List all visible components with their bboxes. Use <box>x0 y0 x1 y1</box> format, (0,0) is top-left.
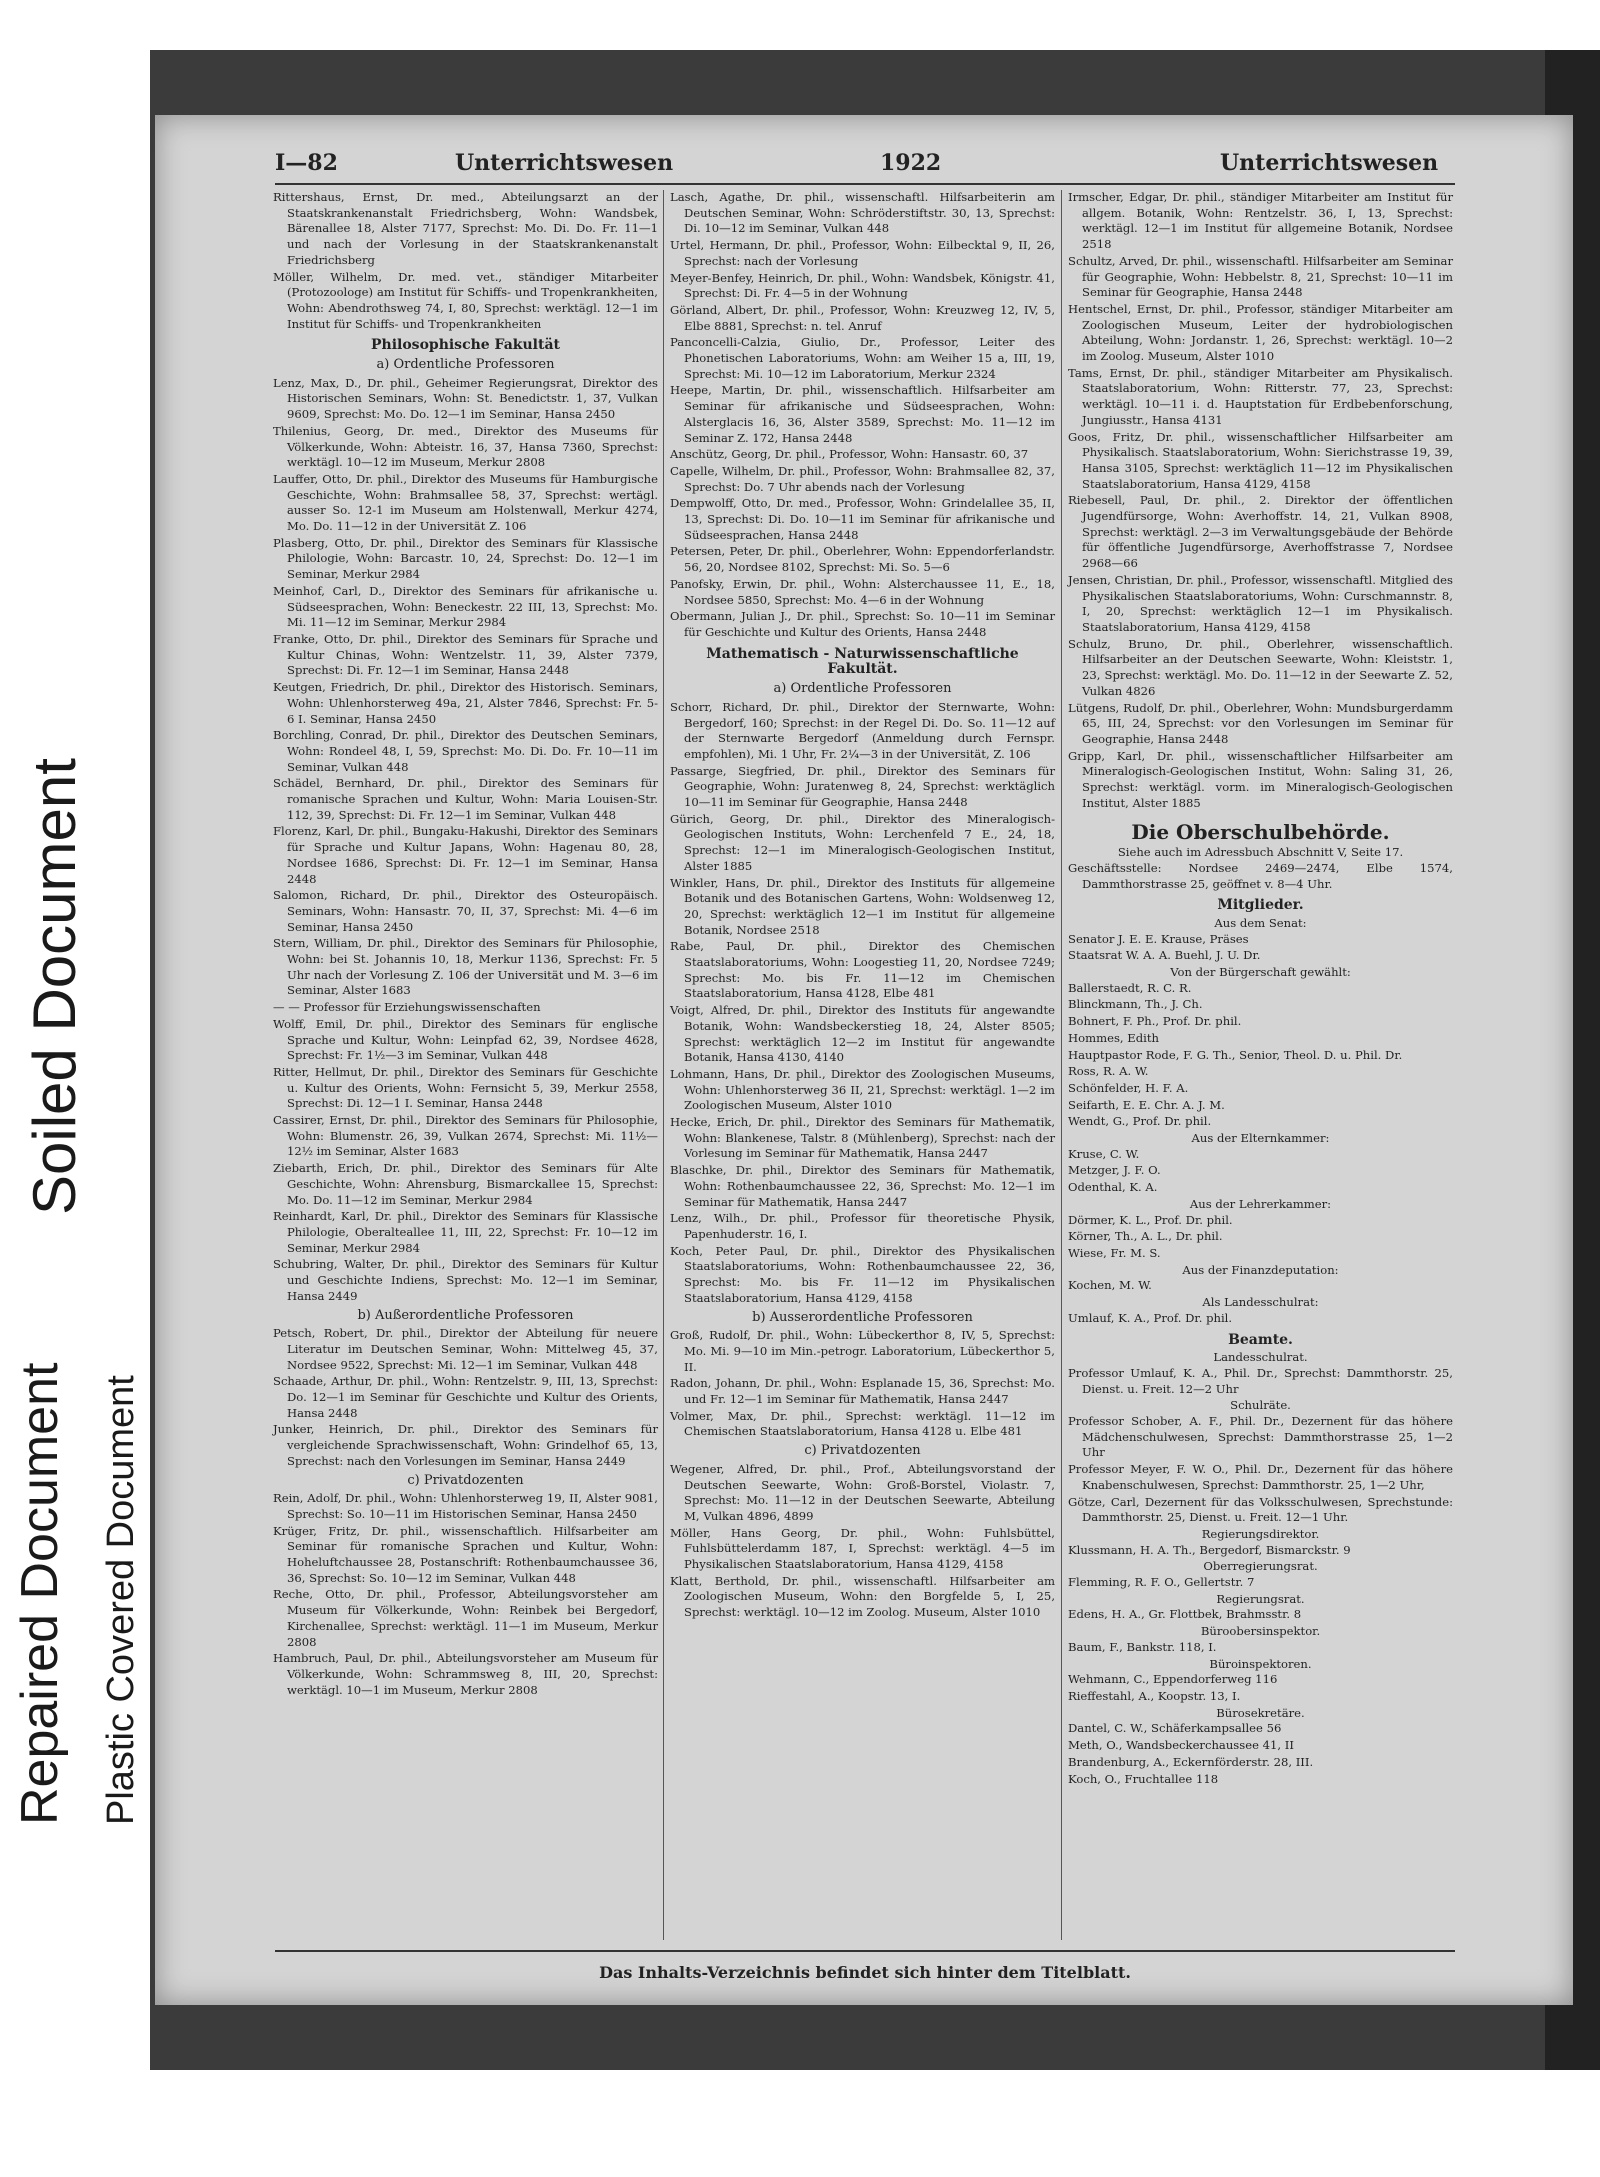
directory-entry: Borchling, Conrad, Dr. phil., Direktor des Deutschen Seminars, Wohn: Rondeel 48, I, 59, Sprechst: Mo. Di. Do. Fr. 10—11 im Seminar, Vulkan 448 <box>273 728 658 774</box>
group-heading: Regierungsrat. <box>1216 1591 1305 1606</box>
group-heading: Aus der Lehrerkammer: <box>1189 1196 1332 1211</box>
section-heading: Philosophische Fakultät <box>371 337 560 354</box>
directory-entry: Hentschel, Ernst, Dr. phil., Professor, ständiger Mitarbeiter am Zoologischen Museum, Leiter der hydrobiologischen Abteilung, Wohn: Jordanstr. 1, 26, Sprechst: werktägl. 10—2 im Zoolog. Museum, Alster 1010 <box>1068 301 1453 364</box>
directory-entry: Salomon, Richard, Dr. phil., Direktor des Osteuropäisch. Seminars, Wohn: Hansastr. 70, II, 37, Sprechst: Mi. 4—6 im Seminar, Hansa 2450 <box>273 888 658 934</box>
directory-entry: Thilenius, Georg, Dr. med., Direktor des Museums für Völkerkunde, Wohn: Abteistr. 16, 37, Hansa 7360, Sprechst: werktägl. 10—12 im Museum, Merkur 2808 <box>273 423 658 470</box>
directory-entry: Geschäftsstelle: Nordsee 2469—2474, Elbe 1574, Dammthorstrasse 25, geöffnet v. 8—4 Uhr. <box>1068 860 1453 891</box>
member-entry: Ballerstaedt, R. C. R. <box>1068 980 1192 995</box>
subsection-heading: b) Ausserordentliche Professoren <box>752 1309 973 1325</box>
directory-entry: Winkler, Hans, Dr. phil., Direktor des Instituts für allgemeine Botanik und des Botanischen Gartens, Wohn: Woldsenweg 12, 20, Sprechst: werktäglich 12—1 im Institut für allgemeine Botanik, Nordsee 2518 <box>670 875 1055 937</box>
directory-entry: Junker, Heinrich, Dr. phil., Direktor des Seminars für vergleichende Sprachwissenschaft, Wohn: Grindelhof 65, 13, Sprechst: nach den Vorlesungen im Seminar, Hansa 2449 <box>273 1422 658 1468</box>
directory-entry: Rein, Adolf, Dr. phil., Wohn: Uhlenhorsterweg 19, II, Alster 9081, Sprechst: So. 10—11 im Historischen Seminar, Hansa 2450 <box>273 1491 658 1521</box>
page-year: 1922 <box>880 150 942 176</box>
footer-rule <box>275 1950 1455 1952</box>
member-entry: Kochen, M. W. <box>1068 1278 1152 1293</box>
directory-entry: Lütgens, Rudolf, Dr. phil., Oberlehrer, Wohn: Mundsburgerdamm 65, III, 24, Sprechst: vor den Vorlesungen im Seminar für Geographie, Hansa 2448 <box>1068 700 1453 746</box>
section-heading: Mathematisch - Naturwissenschaftliche Fakultät. <box>706 645 1019 678</box>
member-entry: Rieffestahl, A., Koopstr. 13, I. <box>1068 1688 1241 1703</box>
directory-entry: Professor Umlauf, K. A., Phil. Dr., Sprechst: Dammthorstr. 25, Dienst. u. Freit. 12—2 Uhr <box>1068 1365 1453 1396</box>
member-entry: Koch, O., Fruchtallee 118 <box>1068 1771 1219 1786</box>
directory-entry: Schorr, Richard, Dr. phil., Direktor der Sternwarte, Wohn: Bergedorf, 160; Sprechst: in der Regel Di. Do. So. 11—12 auf der Sternwarte Bergedorf (Anmeldung durch Fernspr. empfohlen), Mi. 1 Uhr, Fr. 2¼—3 in der Universität, Z. 106 <box>670 699 1055 761</box>
member-entry: Staatsrat W. A. A. Buehl, J. U. Dr. <box>1068 948 1261 963</box>
directory-entry: Gripp, Karl, Dr. phil., wissenschaftlicher Hilfsarbeiter am Mineralogisch-Geologischen Institut, Wohn: Saling 31, 26, Sprechst: werktägl. vorm. im Mineralogisch-Geologischen Institut, Alster 1885 <box>1068 748 1453 810</box>
directory-entry: Meyer-Benfey, Heinrich, Dr. phil., Wohn: Wandsbek, Königstr. 41, Sprechst: Di. Fr. 4—5 in der Wohnung <box>670 270 1055 301</box>
directory-entry: Blaschke, Dr. phil., Direktor des Seminars für Mathematik, Wohn: Rothenbaumchaussee 22, 36, Sprechst: Mo. 12—1 im Seminar für Mathematik, Hansa 2447 <box>670 1163 1055 1209</box>
member-entry: Seifarth, E. E. Chr. A. J. M. <box>1068 1097 1225 1112</box>
document-page <box>155 115 1573 2005</box>
subsection-heading: b) Außerordentliche Professoren <box>357 1307 574 1323</box>
directory-entry: Lenz, Wilh., Dr. phil., Professor für theoretische Physik, Papenhuderstr. 16, I. <box>670 1211 1055 1241</box>
directory-entry: Obermann, Julian J., Dr. phil., Sprechst: So. 10—11 im Seminar für Geschichte und Kultur des Orients, Hansa 2448 <box>670 609 1055 639</box>
directory-entry: Professor Schober, A. F., Phil. Dr., Dezernent für das höhere Mädchenschulwesen, Sprechst: Dammthorstrasse 25, 1—2 Uhr <box>1068 1414 1453 1460</box>
plastic-covered-document-label: Plastic Covered Document <box>100 1375 142 1825</box>
member-entry: Umlauf, K. A., Prof. Dr. phil. <box>1068 1310 1233 1325</box>
directory-entry: Radon, Johann, Dr. phil., Wohn: Esplanade 15, 36, Sprechst: Mo. und Fr. 12—1 im Seminar für Mathematik, Hansa 2447 <box>670 1376 1055 1407</box>
member-entry: Dantel, C. W., Schäferkampsallee 56 <box>1068 1721 1282 1736</box>
member-entry: Blinckmann, Th., J. Ch. <box>1068 997 1203 1012</box>
directory-entry: Görland, Albert, Dr. phil., Professor, Wohn: Kreuzweg 12, IV, 5, Elbe 8881, Sprechst: n. tel. Anruf <box>670 302 1055 333</box>
footer-note: Das Inhalts-Verzeichnis befindet sich hinter dem Titelblatt. <box>599 1963 1131 1982</box>
member-entry: Wehmann, C., Eppendorferweg 116 <box>1068 1672 1278 1687</box>
group-heading: Büroobersinspektor. <box>1200 1624 1321 1639</box>
directory-entry: Götze, Carl, Dezernent für das Volksschulwesen, Sprechstunde: Dammthorstr. 25, Dienst. u. Freit. 12—1 Uhr. <box>1068 1494 1453 1525</box>
member-entry: Wiese, Fr. M. S. <box>1068 1246 1161 1260</box>
member-entry: Wendt, G., Prof. Dr. phil. <box>1068 1114 1212 1129</box>
left-margin-labels <box>0 0 150 2177</box>
directory-entry: Gürich, Georg, Dr. phil., Direktor des Mineralogisch-Geologischen Instituts, Wohn: Lerchenfeld 7 E., 24, 18, Sprechst: 12—1 im Mineralogisch-Geologischen Institut, Alster 1885 <box>670 811 1055 873</box>
group-heading: Aus der Elternkammer: <box>1191 1131 1330 1146</box>
header-rule <box>275 183 1455 185</box>
subsection-heading: c) Privatdozenten <box>407 1472 524 1488</box>
text-column-3 <box>1068 190 1453 1788</box>
subsection-heading: a) Ordentliche Professoren <box>773 681 952 697</box>
directory-entry: Dempwolff, Otto, Dr. med., Professor, Wohn: Grindelallee 35, II, 13, Sprechst: Di. Do. 10—11 im Seminar für afrikanische und Südseesprachen, Hansa 2448 <box>670 496 1055 542</box>
directory-entry: Plasberg, Otto, Dr. phil., Direktor des Seminars für Klassische Philologie, Wohn: Barcastr. 10, 24, Sprechst: Do. 12—1 im Seminar, Merkur 2984 <box>273 535 658 582</box>
repaired-document-label: Repaired Document <box>11 1362 69 1825</box>
directory-entry: Koch, Peter Paul, Dr. phil., Direktor des Physikalischen Staatslaboratoriums, Wohn: Rothenbaumchaussee 22, 36, Sprechst: Mo. bis Fr. 11—12 im Physikalischen Staatslaboratorium, Hansa 4129, 4158 <box>670 1243 1055 1305</box>
directory-entry: Petsch, Robert, Dr. phil., Direktor der Abteilung für neuere Literatur im Deutschen Seminar, Wohn: Mittelweg 45, 37, Nordsee 9522, Sprechst: Mi. 12—1 im Seminar, Vulkan 448 <box>273 1326 658 1372</box>
authority-heading: Die Oberschulbehörde. <box>1131 820 1390 845</box>
member-entry: Schönfelder, H. F. A. <box>1068 1080 1189 1095</box>
group-heading: Von der Bürgerschaft gewählt: <box>1170 965 1351 980</box>
directory-entry: Wegener, Alfred, Dr. phil., Prof., Abteilungsvorstand der Deutschen Seewarte, Wohn: Groß-Borstel, Violastr. 7, Sprechst: Mo. 11—12 in der Deutschen Seewarte, Abteilung M, Vulkan 4896, 4899 <box>670 1461 1055 1523</box>
directory-entry: Möller, Wilhelm, Dr. med. vet., ständiger Mitarbeiter (Protozoologe) am Institut für Schiffs- und Tropenkrankheiten, Wohn: Abendrothsweg 74, I, 80, Sprechst: werktägl. 12—1 im Institut für Schiffs- und Tropenkrankheiten <box>273 269 658 331</box>
directory-entry: Panconcelli-Calzia, Giulio, Dr., Professor, Leiter des Phonetischen Laboratoriums, Wohn: am Weiher 15 a, III, 19, Sprechst: Mi. 10—12 im Laboratorium, Merkur 2324 <box>670 335 1055 381</box>
column-rule-1 <box>663 190 664 1940</box>
directory-entry: Professor Meyer, F. W. O., Phil. Dr., Dezernent für das höhere Knabenschulwesen, Sprechst: Dammthorstr. 25, 1—2 Uhr, <box>1068 1462 1453 1492</box>
member-entry: Metzger, J. F. O. <box>1068 1163 1161 1178</box>
directory-entry: Urtel, Hermann, Dr. phil., Professor, Wohn: Eilbecktal 9, II, 26, Sprechst: nach der Vorlesung <box>670 238 1055 268</box>
member-entry: Dörmer, K. L., Prof. Dr. phil. <box>1068 1212 1233 1227</box>
directory-entry: Keutgen, Friedrich, Dr. phil., Direktor des Historisch. Seminars, Wohn: Uhlenhorsterweg 49a, 21, Alster 7846, Sprechst: Fr. 5-6 I. Seminar, Hansa 2450 <box>273 680 658 726</box>
member-entry: Edens, H. A., Gr. Flottbek, Brahmsstr. 8 <box>1068 1607 1302 1622</box>
directory-entry: Anschütz, Georg, Dr. phil., Professor, Wohn: Hansastr. 60, 37 <box>670 447 1029 462</box>
text-column-2 <box>670 190 1055 1622</box>
directory-entry: Franke, Otto, Dr. phil., Direktor des Seminars für Sprache und Kultur Chinas, Wohn: Wentzelstr. 11, 39, Alster 7379, Sprechst: Di. Fr. 12—1 im Seminar, Hansa 2448 <box>273 631 658 678</box>
directory-entry: Florenz, Karl, Dr. phil., Bungaku-Hakushi, Direktor des Seminars für Sprache und Kultur Japans, Wohn: Hagenau 80, 28, Nordsee 1686, Sprechst: Di. Fr. 12—1 im Seminar, Hansa 2448 <box>273 824 658 886</box>
group-heading: Bürosekretäre. <box>1216 1705 1305 1720</box>
directory-entry: — — Professor für Erziehungswissenschaften <box>273 1000 541 1015</box>
directory-entry: Groß, Rudolf, Dr. phil., Wohn: Lübeckerthor 8, IV, 5, Sprechst: Mo. Mi. 9—10 im Min.-petrogr. Laboratorium, Lübeckerthor 5, II. <box>670 1328 1055 1374</box>
directory-entry: Schaade, Arthur, Dr. phil., Wohn: Rentzelstr. 9, III, 13, Sprechst: Do. 12—1 im Seminar für Geschichte und Kultur des Orients, Hansa 2448 <box>273 1374 658 1420</box>
directory-entry: Lenz, Max, D., Dr. phil., Geheimer Regierungsrat, Direktor des Historischen Seminars, Wohn: St. Benedictstr. 1, 37, Vulkan 9609, Sprechst: Mo. Do. 12—1 im Seminar, Hansa 2450 <box>273 375 658 422</box>
directory-entry: Tams, Ernst, Dr. phil., ständiger Mitarbeiter am Physikalisch. Staatslaboratorium, Wohn: Ritterstr. 77, 23, Sprechst: werktägl. 10—11 i. d. Hauptstation für Erdbebenforschung, Jungiusstr., Hansa 4131 <box>1068 365 1453 427</box>
running-title-right: Unterrichtswesen <box>1220 150 1439 176</box>
directory-entry: Goos, Fritz, Dr. phil., wissenschaftlicher Hilfsarbeiter am Physikalisch. Staatslaboratorium, Wohn: Sierichstrasse 19, 39, Hansa 3105, Sprechst: werktäglich 11—12 im Physikalischen Staatslaboratorium, Hansa 4129, 4158 <box>1068 429 1453 491</box>
subsection-heading: c) Privatdozenten <box>804 1443 921 1459</box>
directory-entry: Capelle, Wilhelm, Dr. phil., Professor, Wohn: Brahmsallee 82, 37, Sprechst: Do. 7 Uhr abends nach der Vorlesung <box>670 463 1055 494</box>
section-heading: Beamte. <box>1228 1331 1293 1348</box>
directory-entry: Rabe, Paul, Dr. phil., Direktor des Chemischen Staatslaboratoriums, Wohn: Loogestieg 11, 20, Nordsee 7249; Sprechst: Mo. bis Fr. 11—12 im Chemischen Staatslaboratorium, Hansa 4128, Elbe 481 <box>670 939 1055 1001</box>
directory-entry: Hambruch, Paul, Dr. phil., Abteilungsvorsteher am Museum für Völkerkunde, Wohn: Schrammsweg 8, III, 20, Sprechst: werktägl. 10—1 im Museum, Merkur 2808 <box>273 1651 658 1697</box>
group-heading: Schulräte. <box>1230 1398 1291 1413</box>
member-entry: Odenthal, K. A. <box>1068 1180 1158 1195</box>
directory-entry: Schultz, Arved, Dr. phil., wissenschaftl. Hilfsarbeiter am Seminar für Geographie, Wohn: Hebbelstr. 8, 21, Sprechst: 10—11 im Seminar für Geographie, Hansa 2448 <box>1068 253 1453 300</box>
directory-entry: Rittershaus, Ernst, Dr. med., Abteilungsarzt an der Staatskrankenanstalt Friedrichsberg, Wohn: Wandsbek, Bärenallee 18, Alster 7177, Sprechst: Mo. Di. Do. Fr. 11—1 und nach der Vorlesung in der Staatskrankenanstalt Friedrichsberg <box>273 190 658 267</box>
group-heading: Siehe auch im Adressbuch Abschnitt V, Seite 17. <box>1117 845 1404 860</box>
subsection-heading: a) Ordentliche Professoren <box>376 357 555 373</box>
directory-entry: Reche, Otto, Dr. phil., Professor, Abteilungsvorsteher am Museum für Völkerkunde, Wohn: Reinbek bei Bergedorf, Kirchenallee, Sprechst: werktägl. 11—1 im Museum, Merkur 2808 <box>273 1587 658 1649</box>
soiled-document-label: Soiled Document <box>21 758 88 1215</box>
member-entry: Meth, O., Wandsbeckerchaussee 41, II <box>1068 1738 1294 1753</box>
directory-entry: Reinhardt, Karl, Dr. phil., Direktor des Seminars für Klassische Philologie, Oberalteallee 11, III, 22, Sprechst: Fr. 10—12 im Seminar, Merkur 2984 <box>273 1209 658 1255</box>
directory-entry: Klatt, Berthold, Dr. phil., wissenschaftl. Hilfsarbeiter am Zoologischen Museum, Wohn: den Borgfelde 5, I, 25, Sprechst: werktägl. 10—12 im Zoolog. Museum, Alster 1010 <box>670 1573 1055 1620</box>
directory-entry: Panofsky, Erwin, Dr. phil., Wohn: Alsterchaussee 11, E., 18, Nordsee 5850, Sprechst: Mo. 4—6 in der Wohnung <box>670 576 1055 607</box>
directory-entry: Hecke, Erich, Dr. phil., Direktor des Seminars für Mathematik, Wohn: Blankenese, Talstr. 8 (Mühlenberg), Sprechst: nach der Vorlesung im Seminar für Mathematik, Hansa 2447 <box>670 1115 1055 1161</box>
directory-entry: Lauffer, Otto, Dr. phil., Direktor des Museums für Hamburgische Geschichte, Wohn: Brahmsallee 58, 37, Sprechst: wertägl. ausser So. 12-1 im Museum am Holstenwall, Merkur 4274, Mo. Do. 11—12 in der Universität Z. 106 <box>273 471 658 534</box>
group-heading: Oberregierungsrat. <box>1203 1559 1318 1574</box>
directory-entry: Lohmann, Hans, Dr. phil., Direktor des Zoologischen Museums, Wohn: Uhlenhorsterweg 36 II, 21, Sprechst: werktägl. 1—2 im Zoologischen Museum, Alster 1010 <box>670 1066 1055 1113</box>
directory-entry: Wolff, Emil, Dr. phil., Direktor des Seminars für englische Sprache und Kultur, Wohn: Leinpfad 62, 39, Nordsee 4628, Sprechst: Fr. 1½—3 im Seminar, Vulkan 448 <box>273 1016 658 1063</box>
group-heading: Landesschulrat. <box>1213 1350 1308 1365</box>
member-entry: Kruse, C. W. <box>1068 1146 1140 1161</box>
directory-entry: Meinhof, Carl, D., Direktor des Seminars für afrikanische u. Südseesprachen, Wohn: Beneckestr. 22 III, 13, Sprechst: Mo. Mi. 11—12 im Seminar, Merkur 2984 <box>273 583 658 630</box>
running-title-left: Unterrichtswesen <box>455 150 674 176</box>
page-header <box>275 150 1455 180</box>
member-entry: Körner, Th., A. L., Dr. phil. <box>1068 1229 1223 1244</box>
member-entry: Ross, R. A. W. <box>1068 1064 1149 1079</box>
group-heading: Büroinspektoren. <box>1209 1656 1312 1671</box>
directory-entry: Lasch, Agathe, Dr. phil., wissenschaftl. Hilfsarbeiterin am Deutschen Seminar, Wohn: Schröderstiftstr. 30, 13, Sprechst: Di. 10—12 im Seminar, Vulkan 448 <box>670 190 1055 236</box>
page-number: I—82 <box>275 150 338 176</box>
directory-entry: Schulz, Bruno, Dr. phil., Oberlehrer, wissenschaftlich. Hilfsarbeiter an der Deutschen Seewarte, Wohn: Kleiststr. 1, 23, Sprechst: werktägl. Mo. Do. 11—12 in der Seewarte Z. 52, Vulkan 4826 <box>1068 636 1453 698</box>
directory-entry: Cassirer, Ernst, Dr. phil., Direktor des Seminars für Philosophie, Wohn: Blumenstr. 26, 39, Vulkan 2674, Sprechst: Mi. 11½—12½ im Seminar, Alster 1683 <box>273 1113 658 1159</box>
directory-entry: Voigt, Alfred, Dr. phil., Direktor des Instituts für angewandte Botanik, Wohn: Wandsbeckerstieg 18, 24, Alster 8505; Sprechst: werktäglich 12—2 im Institut für angewandte Botanik, Hansa 4130, 4140 <box>670 1003 1055 1065</box>
section-heading: Mitglieder. <box>1217 897 1304 914</box>
directory-entry: Riebesell, Paul, Dr. phil., 2. Direktor der öffentlichen Jugendfürsorge, Wohn: Averhoffstr. 14, 21, Vulkan 8908, Sprechst: werktägl. 2—3 im Verwaltungsgebäude der Behörde für öffentliche Jugendfürsorge, Averhoffstrasse 7, Nordsee 2968—66 <box>1068 493 1453 571</box>
directory-entry: Irmscher, Edgar, Dr. phil., ständiger Mitarbeiter am Institut für allgem. Botanik, Wohn: Rentzelstr. 36, I, 13, Sprechst: werktägl. 12—1 im Institut für allgemeine Botanik, Nordsee 2518 <box>1068 190 1453 252</box>
member-entry: Hauptpastor Rode, F. G. Th., Senior, Theol. D. u. Phil. Dr. <box>1068 1047 1403 1062</box>
group-heading: Als Landesschulrat: <box>1202 1295 1319 1310</box>
directory-entry: Krüger, Fritz, Dr. phil., wissenschaftlich. Hilfsarbeiter am Seminar für romanische Sprachen und Kultur, Wohn: Hoheluftchaussee 28, Postanschrift: Rothenbaumchaussee 36, 36, Sprechst: So. 10—12 im Seminar, Vulkan 448 <box>273 1523 658 1585</box>
group-heading: Aus der Finanzdeputation: <box>1182 1262 1339 1277</box>
text-column-1 <box>273 190 658 1699</box>
member-entry: Senator J. E. E. Krause, Präses <box>1068 931 1249 946</box>
member-entry: Bohnert, F. Ph., Prof. Dr. phil. <box>1068 1014 1242 1029</box>
directory-entry: Ritter, Hellmut, Dr. phil., Direktor des Seminars für Geschichte u. Kultur des Orients, Wohn: Fernsicht 5, 39, Merkur 2558, Sprechst: Di. 12—1 I. Seminar, Hansa 2448 <box>273 1064 658 1111</box>
member-entry: Klussmann, H. A. Th., Bergedorf, Bismarckstr. 9 <box>1068 1542 1351 1557</box>
column-rule-2 <box>1061 190 1062 1940</box>
directory-entry: Jensen, Christian, Dr. phil., Professor, wissenschaftl. Mitglied des Physikalischen Staatslaboratoriums, Wohn: Curschmannstr. 8, I, 20, Sprechst: werktäglich 12—1 im Physikalisch. Staatslaboratorium, Hansa 4129, 4158 <box>1068 572 1453 634</box>
directory-entry: Schubring, Walter, Dr. phil., Direktor des Seminars für Kultur und Geschichte Indiens, Sprechst: Mo. 12—1 im Seminar, Hansa 2449 <box>273 1257 658 1303</box>
member-entry: Hommes, Edith <box>1068 1030 1159 1045</box>
directory-entry: Ziebarth, Erich, Dr. phil., Direktor des Seminars für Alte Geschichte, Wohn: Ahrensburg, Bismarckallee 15, Sprechst: Mo. Do. 11—12 im Seminar, Merkur 2984 <box>273 1161 658 1207</box>
directory-entry: Stern, William, Dr. phil., Direktor des Seminars für Philosophie, Wohn: bei St. Johannis 10, 18, Merkur 1136, Sprechst: Fr. 5 Uhr nach der Vorlesung Z. 106 der Universität und M. 3—6 im Seminar, Alster 1683 <box>273 936 658 998</box>
directory-entry: Petersen, Peter, Dr. phil., Oberlehrer, Wohn: Eppendorferlandstr. 56, 20, Nordsee 8102, Sprechst: Mi. So. 5—6 <box>670 544 1055 575</box>
directory-entry: Volmer, Max, Dr. phil., Sprechst: werktägl. 11—12 im Chemischen Staatslaboratorium, Hansa 4128 u. Elbe 481 <box>670 1408 1055 1439</box>
member-entry: Baum, F., Bankstr. 118, I. <box>1068 1639 1217 1654</box>
member-entry: Brandenburg, A., Eckernförderstr. 28, III. <box>1068 1754 1314 1769</box>
group-heading: Aus dem Senat: <box>1214 915 1307 930</box>
directory-entry: Passarge, Siegfried, Dr. phil., Direktor des Seminars für Geographie, Wohn: Juratenweg 8, 24, Sprechst: werktäglich 10—11 im Seminar für Geographie, Hansa 2448 <box>670 763 1055 810</box>
directory-entry: Heepe, Martin, Dr. phil., wissenschaftlich. Hilfsarbeiter am Seminar für afrikanische und Südseesprachen, Wohn: Alsterglacis 16, 36, Alster 3589, Sprechst: Mo. 11—12 im Seminar Z. 172, Hansa 2448 <box>670 383 1055 445</box>
directory-entry: Möller, Hans Georg, Dr. phil., Wohn: Fuhlsbüttel, Fuhlsbüttelerdamm 187, I, Sprechst: werktägl. 4—5 im Physikalischen Staatslaboratorium, Hansa 4129, 4158 <box>670 1525 1055 1572</box>
directory-entry: Schädel, Bernhard, Dr. phil., Direktor des Seminars für romanische Sprachen und Kultur, Wohn: Maria Louisen-Str. 112, 39, Sprechst: Di. Fr. 12—1 im Seminar, Vulkan 448 <box>273 776 658 822</box>
group-heading: Regierungsdirektor. <box>1201 1526 1320 1541</box>
member-entry: Flemming, R. F. O., Gellertstr. 7 <box>1068 1575 1255 1590</box>
